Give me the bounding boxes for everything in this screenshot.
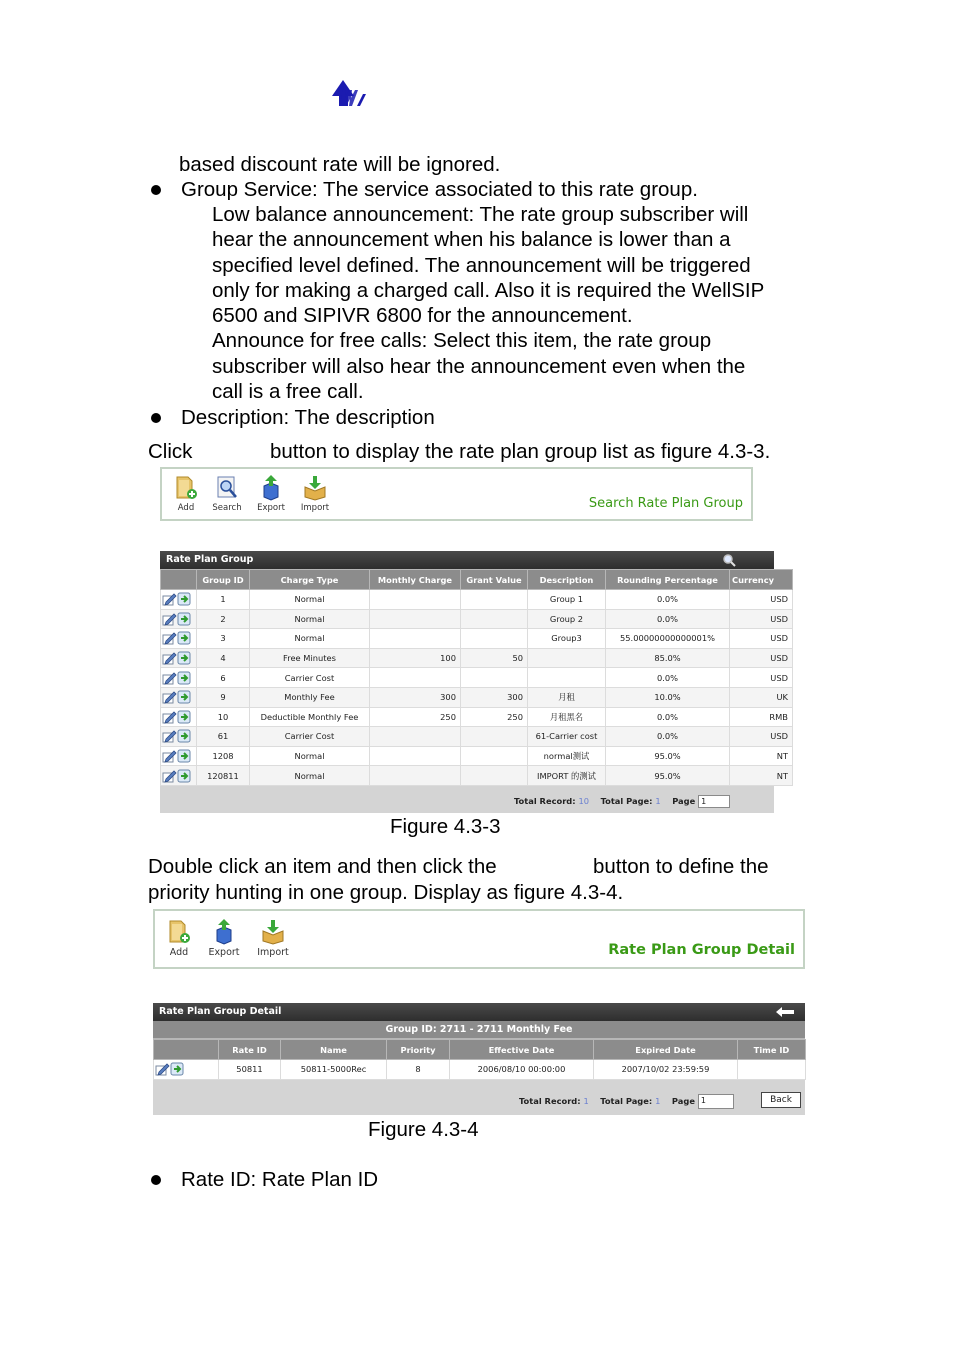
edit-icon[interactable] bbox=[162, 592, 177, 606]
text-line: Announce for free calls: Select this item, the rate group bbox=[212, 329, 712, 353]
table-cell bbox=[370, 668, 461, 688]
import-icon bbox=[259, 917, 287, 945]
search-label: Search bbox=[212, 503, 242, 513]
text-line: hear the announcement when his balance is lower than a bbox=[212, 228, 731, 252]
edit-icon[interactable] bbox=[162, 710, 177, 724]
table-cell: Group3 bbox=[528, 629, 606, 649]
search-rate-plan-toolbar bbox=[160, 467, 753, 521]
bullet-group-service: Group Service: The service associated to this rate group. bbox=[181, 178, 698, 201]
import-button[interactable] bbox=[293, 473, 337, 513]
table-cell: 250 bbox=[370, 707, 461, 727]
detail-icon[interactable] bbox=[177, 729, 192, 743]
row-actions bbox=[161, 609, 197, 629]
total-record-value: 1 bbox=[583, 1096, 589, 1106]
add-button[interactable] bbox=[164, 473, 208, 513]
text-line: only for making a charged call. Also it is required the WellSIP bbox=[212, 278, 765, 302]
table-cell: USD bbox=[730, 727, 793, 747]
table-cell: Group 1 bbox=[528, 590, 606, 610]
export-label: Export bbox=[257, 503, 285, 513]
row-actions bbox=[161, 727, 197, 747]
table-cell: 0.0% bbox=[606, 668, 730, 688]
edit-icon[interactable] bbox=[162, 729, 177, 743]
table-cell: 2007/10/02 23:59:59 bbox=[594, 1060, 738, 1080]
table-cell bbox=[461, 727, 528, 747]
table-row[interactable] bbox=[161, 668, 793, 688]
page-label: Page bbox=[672, 796, 696, 806]
edit-icon[interactable] bbox=[155, 1062, 170, 1076]
column-header[interactable]: Rounding Percentage bbox=[606, 570, 730, 590]
table-row[interactable] bbox=[161, 590, 793, 610]
folder-add-icon bbox=[165, 917, 193, 945]
table-cell: 100 bbox=[370, 648, 461, 668]
table-cell: USD bbox=[730, 648, 793, 668]
detail-icon[interactable] bbox=[177, 671, 192, 685]
edit-icon[interactable] bbox=[162, 749, 177, 763]
grid-title bbox=[153, 1003, 805, 1021]
table-cell: 85.0% bbox=[606, 648, 730, 668]
table-row[interactable] bbox=[154, 1060, 806, 1080]
table-cell bbox=[370, 609, 461, 629]
table-header-row bbox=[154, 1040, 806, 1060]
table-cell: NT bbox=[730, 766, 793, 786]
add-label: Add bbox=[177, 503, 195, 513]
search-button[interactable] bbox=[205, 473, 249, 513]
table-cell: 月租黑名 bbox=[528, 707, 606, 727]
search-icon bbox=[213, 473, 241, 501]
add-button[interactable] bbox=[157, 917, 201, 958]
action-column-header bbox=[154, 1040, 219, 1060]
rate-plan-group-detail-grid bbox=[153, 1003, 805, 1115]
paragraph-discount: based discount rate will be ignored. bbox=[179, 153, 501, 176]
total-page-label: Total Page: bbox=[600, 796, 653, 806]
detail-icon[interactable] bbox=[177, 631, 192, 645]
import-label: Import bbox=[257, 947, 289, 958]
table-cell: 1 bbox=[197, 590, 250, 610]
text-line: call is a free call. bbox=[212, 380, 364, 404]
row-actions bbox=[161, 590, 197, 610]
click-text-start: Click bbox=[148, 440, 193, 463]
detail-icon[interactable] bbox=[177, 612, 192, 626]
table-cell: USD bbox=[730, 609, 793, 629]
grid-title-text: Rate Plan Group Detail bbox=[159, 1006, 282, 1017]
export-icon bbox=[257, 473, 285, 501]
table-cell: Group 2 bbox=[528, 609, 606, 629]
text-line: subscriber will also hear the announcement even when the bbox=[212, 354, 746, 378]
grid-footer bbox=[160, 791, 774, 813]
table-cell: 50811 bbox=[219, 1060, 281, 1080]
table-cell bbox=[461, 590, 528, 610]
table-cell bbox=[370, 746, 461, 766]
table-cell: 50811-5000Rec bbox=[281, 1060, 387, 1080]
detail-icon[interactable] bbox=[177, 769, 192, 783]
table-cell: 1208 bbox=[197, 746, 250, 766]
table-cell: normal测试 bbox=[528, 746, 606, 766]
table-cell: 0.0% bbox=[606, 590, 730, 610]
group-heading: Group ID: 2711 - 2711 Monthly Fee bbox=[153, 1021, 805, 1039]
company-logo-icon bbox=[330, 76, 368, 108]
page-label: Page bbox=[671, 1096, 695, 1106]
export-label: Export bbox=[208, 947, 240, 958]
table-cell: 55.00000000000001% bbox=[606, 629, 730, 649]
toolbar-title: Rate Plan Group Detail bbox=[608, 942, 795, 958]
table-cell: Deductible Monthly Fee bbox=[250, 707, 370, 727]
column-header[interactable]: Currency bbox=[730, 570, 793, 590]
text-line: specified level defined. The announcement will be triggered bbox=[212, 253, 751, 277]
column-header[interactable]: Priority bbox=[387, 1040, 450, 1060]
table-cell: Carrier Cost bbox=[250, 668, 370, 688]
double-click-text-start: Double click an item and then click the bbox=[148, 855, 497, 878]
import-label: Import bbox=[300, 503, 330, 513]
row-actions bbox=[161, 766, 197, 786]
table-cell: UK bbox=[730, 687, 793, 707]
edit-icon[interactable] bbox=[162, 769, 177, 783]
export-button[interactable] bbox=[249, 473, 293, 513]
click-text-end: button to display the rate plan group list as figure 4.3-3. bbox=[270, 440, 771, 463]
column-header[interactable]: Rate ID bbox=[219, 1040, 281, 1060]
table-cell bbox=[528, 648, 606, 668]
table-cell: 9 bbox=[197, 687, 250, 707]
table-cell: Normal bbox=[250, 746, 370, 766]
detail-icon[interactable] bbox=[170, 1062, 185, 1076]
table-row[interactable] bbox=[161, 746, 793, 766]
rate-plan-detail-toolbar bbox=[153, 909, 805, 969]
table-cell: 50 bbox=[461, 648, 528, 668]
table-cell bbox=[528, 668, 606, 688]
table-cell bbox=[461, 766, 528, 786]
column-header[interactable]: Group ID bbox=[197, 570, 250, 590]
column-header[interactable]: Name bbox=[281, 1040, 387, 1060]
table-cell: 3 bbox=[197, 629, 250, 649]
total-record-label: Total Record: bbox=[519, 1096, 581, 1106]
edit-icon[interactable] bbox=[162, 612, 177, 626]
grid-title-text: Rate Plan Group bbox=[166, 554, 254, 565]
table-cell: USD bbox=[730, 629, 793, 649]
table-cell: RMB bbox=[730, 707, 793, 727]
back-button[interactable]: Back bbox=[761, 1092, 801, 1108]
double-click-text-line2: priority hunting in one group. Display as figure 4.3-4. bbox=[148, 881, 624, 904]
column-header[interactable]: Charge Type bbox=[250, 570, 370, 590]
table-cell bbox=[370, 766, 461, 786]
table-cell: Normal bbox=[250, 590, 370, 610]
table-cell: 61 bbox=[197, 727, 250, 747]
row-actions bbox=[154, 1060, 219, 1080]
total-page-value: 1 bbox=[655, 796, 661, 806]
grid-title bbox=[160, 551, 774, 569]
table-row[interactable] bbox=[161, 629, 793, 649]
page-input[interactable]: 1 bbox=[698, 1094, 734, 1109]
table-cell bbox=[370, 629, 461, 649]
table-cell: Normal bbox=[250, 609, 370, 629]
folder-add-icon bbox=[172, 473, 200, 501]
table-cell: 2006/08/10 00:00:00 bbox=[450, 1060, 594, 1080]
add-label: Add bbox=[169, 947, 189, 958]
back-arrow-icon[interactable] bbox=[775, 1006, 795, 1018]
row-actions bbox=[161, 648, 197, 668]
table-cell bbox=[370, 590, 461, 610]
edit-icon[interactable] bbox=[162, 631, 177, 645]
table-cell: Normal bbox=[250, 766, 370, 786]
table-cell bbox=[461, 629, 528, 649]
edit-icon[interactable] bbox=[162, 671, 177, 685]
toolbar-title: Search Rate Plan Group bbox=[588, 496, 743, 511]
total-record-value: 10 bbox=[578, 796, 589, 806]
text-line: 6500 and SIPIVR 6800 for the announcement. bbox=[212, 304, 633, 328]
low-balance-block bbox=[212, 202, 764, 404]
column-header[interactable]: Monthly Charge bbox=[370, 570, 461, 590]
table-row[interactable] bbox=[161, 727, 793, 747]
bullet-description: Description: The description bbox=[181, 406, 435, 429]
double-click-text-end: button to define the bbox=[593, 855, 769, 878]
rate-plan-group-table bbox=[160, 569, 793, 786]
table-cell: 10 bbox=[197, 707, 250, 727]
table-cell: Carrier Cost bbox=[250, 727, 370, 747]
row-actions bbox=[161, 746, 197, 766]
table-cell: 95.0% bbox=[606, 766, 730, 786]
column-header[interactable]: Effective Date bbox=[450, 1040, 594, 1060]
table-cell bbox=[461, 668, 528, 688]
export-button[interactable] bbox=[202, 917, 246, 958]
table-cell: IMPORT 的测试 bbox=[528, 766, 606, 786]
table-header-row bbox=[161, 570, 793, 590]
detail-icon[interactable] bbox=[177, 651, 192, 665]
page-input[interactable]: 1 bbox=[698, 795, 730, 808]
total-page-label: Total Page: bbox=[600, 1096, 653, 1106]
detail-icon[interactable] bbox=[177, 710, 192, 724]
edit-icon[interactable] bbox=[162, 651, 177, 665]
table-cell: 0.0% bbox=[606, 609, 730, 629]
import-icon bbox=[301, 473, 329, 501]
grid-footer bbox=[153, 1085, 805, 1115]
detail-icon[interactable] bbox=[177, 592, 192, 606]
table-cell: 0.0% bbox=[606, 727, 730, 747]
table-cell bbox=[738, 1060, 806, 1080]
table-cell: USD bbox=[730, 668, 793, 688]
bullet-rate-id: Rate ID: Rate Plan ID bbox=[181, 1168, 379, 1191]
table-cell: Monthly Fee bbox=[250, 687, 370, 707]
export-icon bbox=[210, 917, 238, 945]
edit-icon[interactable] bbox=[162, 690, 177, 704]
figure-caption: Figure 4.3-4 bbox=[368, 1118, 479, 1141]
table-cell: 95.0% bbox=[606, 746, 730, 766]
table-cell: Free Minutes bbox=[250, 648, 370, 668]
table-row[interactable] bbox=[161, 766, 793, 786]
total-page-value: 1 bbox=[655, 1096, 661, 1106]
table-cell: 0.0% bbox=[606, 707, 730, 727]
table-cell bbox=[370, 727, 461, 747]
table-cell: 6 bbox=[197, 668, 250, 688]
table-cell: 8 bbox=[387, 1060, 450, 1080]
table-cell: 250 bbox=[461, 707, 528, 727]
table-row[interactable] bbox=[161, 687, 793, 707]
detail-icon[interactable] bbox=[177, 690, 192, 704]
table-cell: 2 bbox=[197, 609, 250, 629]
table-cell: 4 bbox=[197, 648, 250, 668]
rate-plan-group-grid bbox=[160, 551, 788, 813]
import-button[interactable] bbox=[251, 917, 295, 958]
table-row[interactable] bbox=[161, 707, 793, 727]
table-cell bbox=[461, 609, 528, 629]
table-cell: 61-Carrier cost bbox=[528, 727, 606, 747]
column-header[interactable]: Description bbox=[528, 570, 606, 590]
row-actions bbox=[161, 668, 197, 688]
column-header[interactable]: Expired Date bbox=[594, 1040, 738, 1060]
table-cell: 10.0% bbox=[606, 687, 730, 707]
row-actions bbox=[161, 687, 197, 707]
table-cell: Normal bbox=[250, 629, 370, 649]
search-icon[interactable] bbox=[722, 553, 736, 567]
total-record-label: Total Record: bbox=[514, 796, 576, 806]
figure-caption: Figure 4.3-3 bbox=[390, 815, 501, 838]
rate-plan-detail-table bbox=[153, 1039, 806, 1080]
table-cell: NT bbox=[730, 746, 793, 766]
table-row[interactable] bbox=[161, 609, 793, 629]
table-cell: 300 bbox=[461, 687, 528, 707]
table-cell: 300 bbox=[370, 687, 461, 707]
row-actions bbox=[161, 707, 197, 727]
table-cell: 月租 bbox=[528, 687, 606, 707]
column-header[interactable]: Grant Value bbox=[461, 570, 528, 590]
action-column-header bbox=[161, 570, 197, 590]
row-actions bbox=[161, 629, 197, 649]
table-cell: 120811 bbox=[197, 766, 250, 786]
detail-icon[interactable] bbox=[177, 749, 192, 763]
table-row[interactable] bbox=[161, 648, 793, 668]
column-header[interactable]: Time ID bbox=[738, 1040, 806, 1060]
table-cell bbox=[461, 746, 528, 766]
table-cell: USD bbox=[730, 590, 793, 610]
text-line: Low balance announcement: The rate group subscriber will bbox=[212, 203, 749, 226]
